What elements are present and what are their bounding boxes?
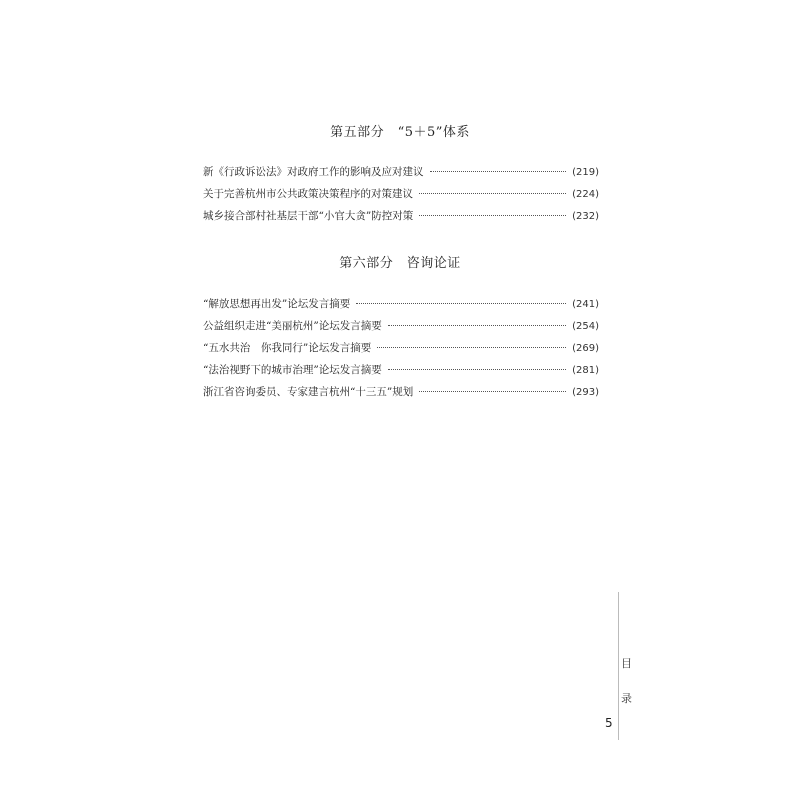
toc-entry-page: (241): [572, 299, 599, 310]
toc-entry[interactable]: [203, 318, 599, 340]
toc-entry-page: (281): [572, 365, 599, 376]
side-label-char: 录: [621, 692, 632, 705]
page-number: 5: [605, 716, 613, 730]
side-label-char: 目: [621, 657, 632, 670]
toc-entry-title: 浙江省咨询委员、专家建言杭州“十三五”规划: [203, 386, 414, 398]
toc-entry-title: “解放思想再出发”论坛发言摘要: [203, 298, 351, 310]
toc-entry-page: (269): [572, 343, 599, 354]
dot-leader: [419, 214, 566, 216]
toc-entry-page: (224): [572, 189, 599, 200]
dot-leader: [419, 390, 566, 392]
toc-entry[interactable]: [203, 384, 599, 406]
dot-leader: [430, 170, 567, 172]
dot-leader: [356, 302, 566, 304]
toc-entry-title: “五水共治 你我同行”论坛发言摘要: [203, 342, 372, 354]
toc-entry-page: (232): [572, 211, 599, 222]
toc-entry-title: “法治视野下的城市治理”论坛发言摘要: [203, 364, 382, 376]
dot-leader: [377, 346, 566, 348]
toc-entry-title: 城乡接合部村社基层干部“小官大贪”防控对策: [203, 210, 414, 222]
section-title: 第六部分 咨询论证: [339, 256, 461, 271]
side-rule-divider: [618, 592, 619, 740]
dot-leader: [419, 192, 566, 194]
toc-entry[interactable]: [203, 296, 599, 318]
toc-entry[interactable]: [203, 362, 599, 384]
toc-entry[interactable]: [203, 164, 599, 186]
dot-leader: [388, 324, 566, 326]
toc-list-section5: [203, 164, 599, 230]
toc-entry-title: 公益组织走进“美丽杭州”论坛发言摘要: [203, 320, 382, 332]
toc-entry[interactable]: [203, 208, 599, 230]
toc-entry-page: (219): [572, 167, 599, 178]
toc-entry-page: (254): [572, 321, 599, 332]
toc-entry[interactable]: [203, 340, 599, 362]
toc-entry-page: (293): [572, 387, 599, 398]
toc-entry-title: 关于完善杭州市公共政策决策程序的对策建议: [203, 188, 413, 200]
section-title: 第五部分 “5＋5”体系: [330, 125, 470, 140]
toc-entry-title: 新《行政诉讼法》对政府工作的影响及应对建议: [203, 166, 424, 178]
toc-entry[interactable]: [203, 186, 599, 208]
dot-leader: [388, 368, 566, 370]
toc-list-section6: [203, 296, 599, 406]
